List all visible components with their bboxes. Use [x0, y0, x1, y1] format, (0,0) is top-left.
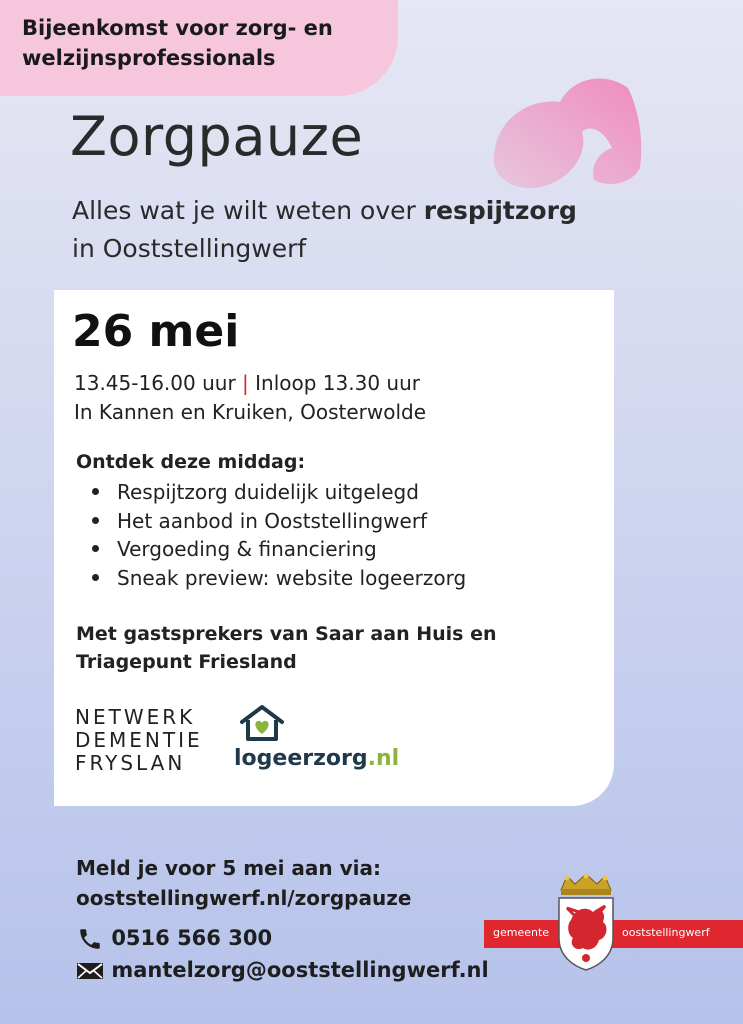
logo-text-line-1: NETWERK — [75, 705, 196, 729]
bullet-icon — [92, 545, 99, 552]
subtitle-prefix: Alles wat je wilt weten over — [72, 196, 424, 225]
phone-row — [76, 926, 272, 952]
municipality-right: ooststellingwerf — [622, 926, 710, 939]
coat-of-arms-icon — [553, 872, 619, 972]
email-address[interactable]: mantelzorg@ooststellingwerf.nl — [111, 958, 489, 982]
email-row — [76, 958, 489, 982]
speakers-line-2: Triagepunt Friesland — [76, 651, 297, 673]
list-item — [92, 478, 466, 507]
list-item-text: Respijtzorg duidelijk uitgelegd — [117, 480, 419, 504]
logeerzorg-tld: .nl — [367, 746, 400, 771]
list-item — [92, 507, 466, 536]
bullet-icon — [92, 574, 99, 581]
event-time-line — [74, 371, 420, 395]
page-title: Zorgpauze — [70, 105, 364, 168]
netwerk-dementie-logo — [75, 706, 203, 775]
list-item-text: Het aanbod in Ooststellingwerf — [117, 508, 428, 533]
registration-link[interactable]: ooststellingwerf.nl/zorgpauze — [76, 886, 412, 910]
subtitle-keyword: respijtzorg — [423, 196, 577, 225]
envelope-icon — [76, 960, 104, 982]
speakers-line-1: Met gastsprekers van Saar aan Huis en — [76, 623, 497, 645]
subtitle-line-1 — [72, 196, 577, 225]
flexed-arm-icon — [486, 68, 646, 196]
list-item-text: Sneak preview: website logeerzorg — [117, 565, 467, 590]
time-separator: | — [242, 371, 249, 395]
bullet-icon — [92, 488, 99, 495]
phone-number[interactable]: 0516 566 300 — [111, 926, 273, 950]
audience-line-1: Bijeenkomst voor zorg- en — [22, 16, 333, 40]
list-item — [92, 535, 466, 564]
house-heart-icon — [238, 704, 286, 742]
logeerzorg-logo — [234, 746, 399, 771]
list-item — [92, 564, 466, 593]
municipality-left: gemeente — [493, 926, 550, 939]
phone-icon — [76, 926, 104, 952]
logeerzorg-name: logeerzorg — [234, 746, 368, 771]
list-item-text: Vergoeding & financiering — [117, 537, 377, 561]
discover-heading: Ontdek deze middag: — [76, 451, 306, 473]
subtitle-line-2: in Ooststellingwerf — [72, 234, 307, 263]
logo-text-line-3: FRYSLAN — [75, 751, 186, 775]
bullet-icon — [92, 517, 99, 524]
event-date: 26 mei — [72, 306, 240, 357]
event-walk-in: Inloop 13.30 uur — [255, 371, 420, 395]
audience-line-2: welzijnsprofessionals — [22, 46, 276, 70]
audience-tab — [0, 0, 398, 96]
event-time: 13.45-16.00 uur — [74, 371, 236, 395]
discover-list — [92, 478, 466, 592]
registration-line-1: Meld je voor 5 mei aan via: — [76, 856, 382, 880]
event-location: In Kannen en Kruiken, Oosterwolde — [74, 400, 427, 424]
logo-text-line-2: DEMENTIE — [75, 728, 203, 752]
